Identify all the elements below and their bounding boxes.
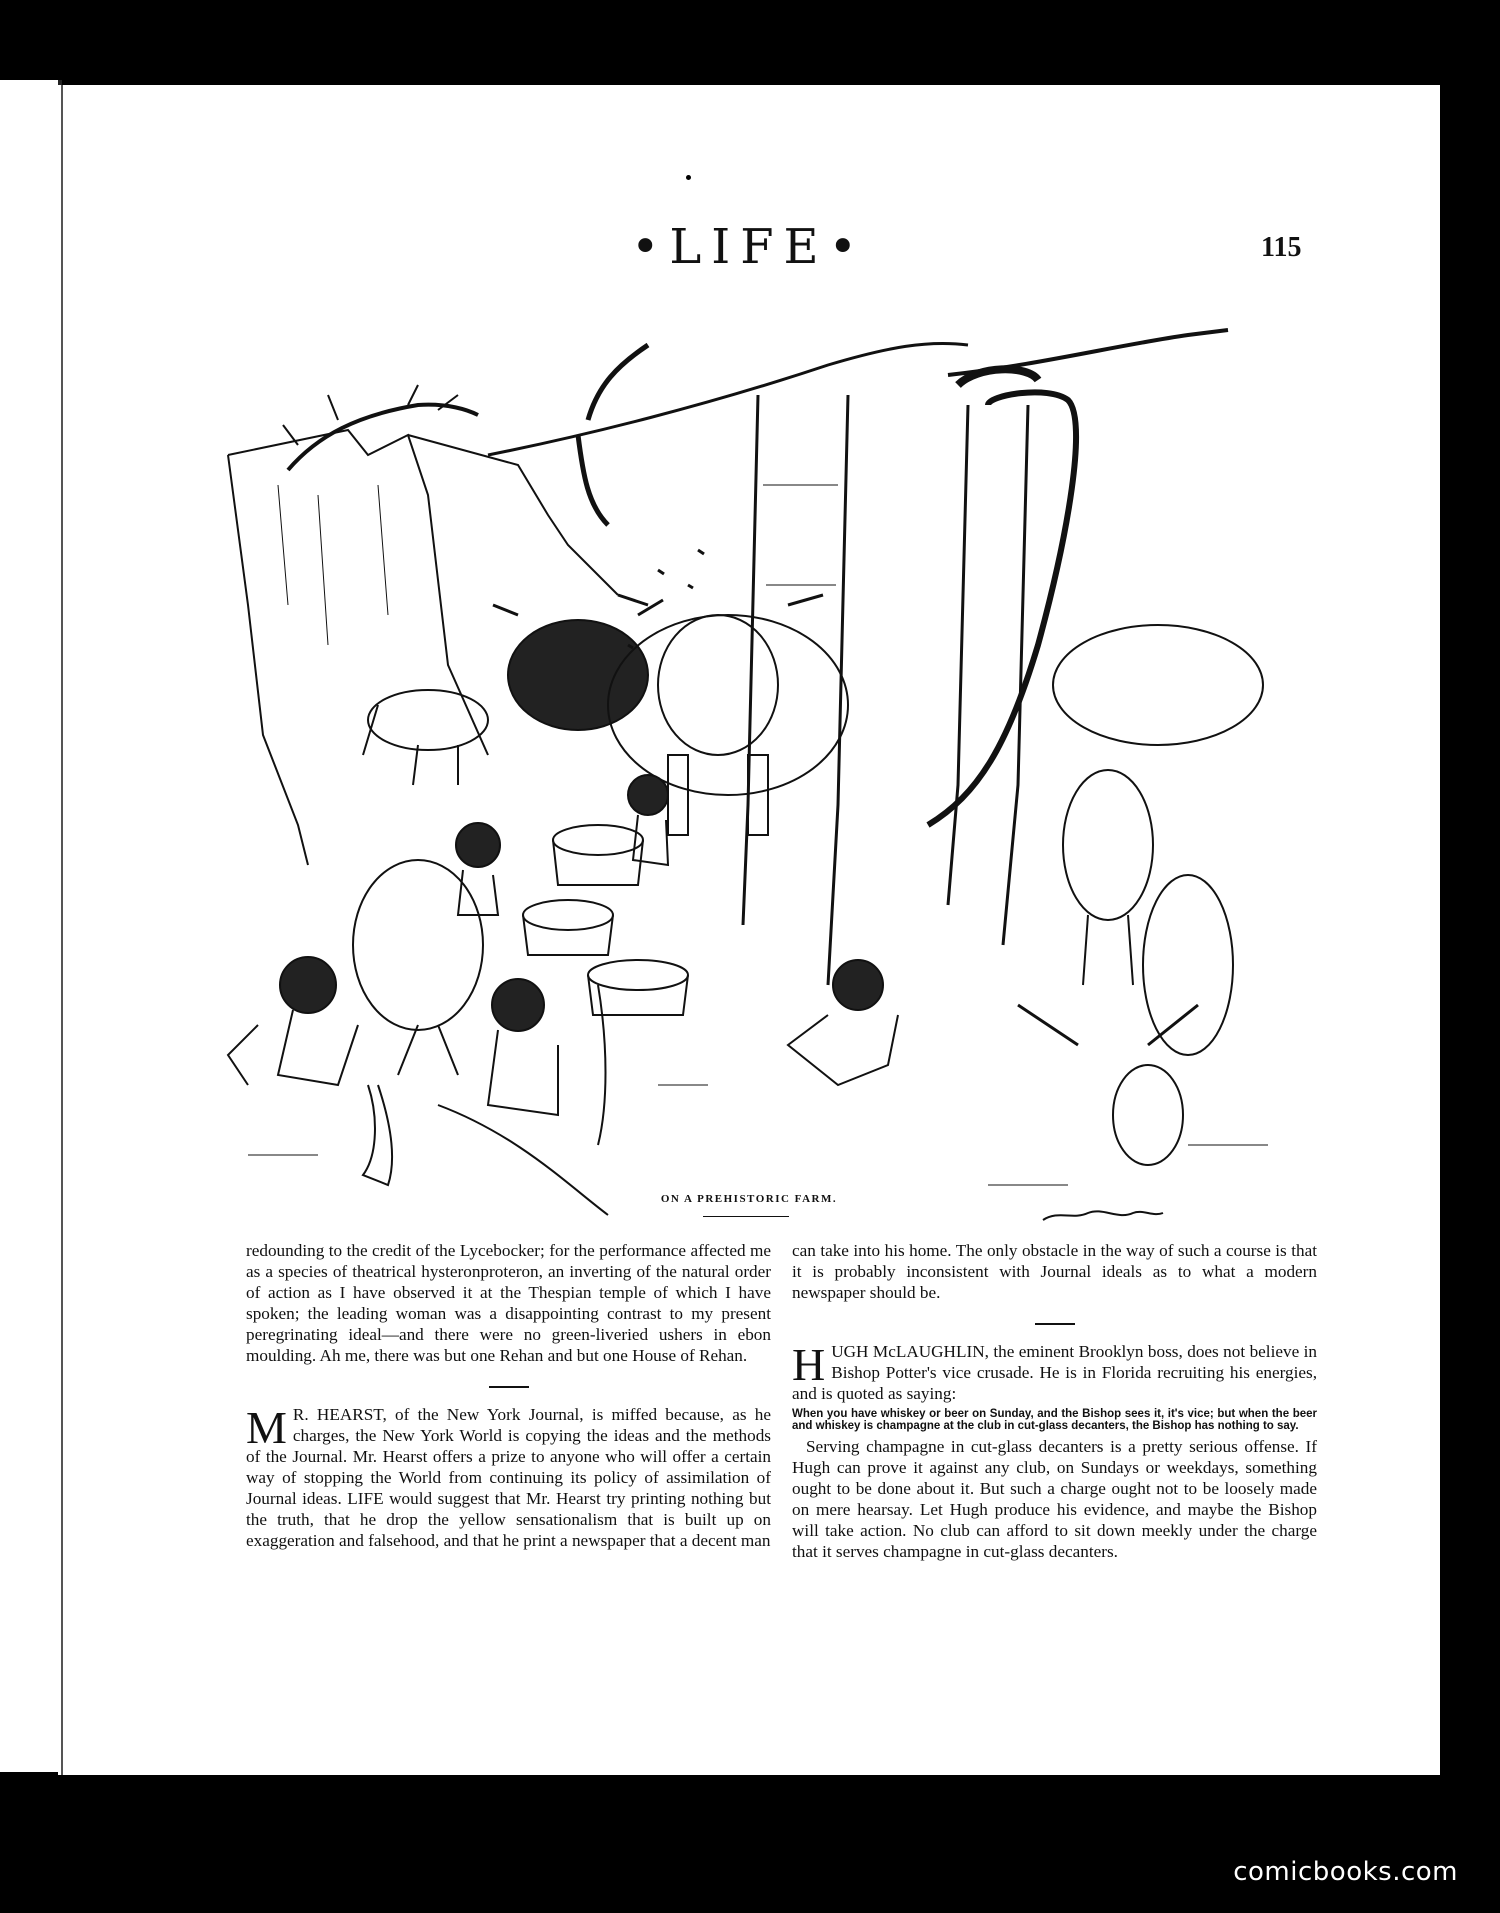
right-para-2-text: UGH McLAUGHLIN, the eminent Brooklyn boss, does not believe in Bishop Potter's vice crusade. He is in Florida recruiting his energies, and is quoted as saying:: [792, 1342, 1317, 1403]
left-column: [246, 1240, 771, 1551]
ornament-dot: [686, 175, 691, 180]
left-para-2-text: R. HEARST, of the New York Journal, is miffed because, as he charges, the New York World is copying the ideas and the methods of the Journal. Mr. Hearst offers a prize to anyone who will offer a certain way of stopping the World from continuing its policy of assimilation of Journal ideas. LIFE would suggest that Mr. Hearst try printing nothing but the truth, that he drop the yellow sensationalism that is built up on exaggeration and falsehood, and that he print a newspaper that a decent man: [246, 1405, 771, 1550]
right-column: [792, 1240, 1317, 1562]
facing-page-edge: [0, 80, 62, 1772]
quotation: When you have whiskey or beer on Sunday, and the Bishop sees it, it's vice; but when the beer and whiskey is champagne at the club in cut-glass decanters, the Bishop has nothing to say.: [792, 1408, 1317, 1432]
page-edge-line: [61, 85, 63, 1775]
masthead: •LIFE•: [631, 219, 867, 275]
left-para-1: redounding to the credit of the Lycebocker; for the performance affected me as a species of theatrical hysteronproteron, an inverting of the natural order of action as I have observed it at the Thespian temple of which I have spoken; the leading woman was a disappointing contrast to my present peregrinating ideal—and there were no green-liveried ushers in ebon moulding. Ah me, there was but one Rehan and but one House of Rehan.: [246, 1241, 771, 1365]
cartoon-illustration: [188, 285, 1328, 1245]
left-para-2: [246, 1404, 771, 1551]
section-rule: [489, 1386, 529, 1388]
section-rule: [1035, 1323, 1075, 1325]
dropcap-m: M: [246, 1402, 287, 1453]
caption-rule: [703, 1216, 789, 1217]
right-para-1: can take into his home. The only obstacle in the way of such a course is that it is probably inconsistent with Journal ideals as to what a modern newspaper should be.: [792, 1241, 1317, 1302]
right-para-2: [792, 1341, 1317, 1404]
page-number: 115: [1261, 232, 1302, 263]
site-watermark: comicbooks.com: [1233, 1857, 1458, 1887]
dropcap-h: H: [792, 1339, 826, 1390]
magazine-page: [58, 85, 1440, 1775]
illustration-caption: ON A PREHISTORIC FARM.: [660, 1193, 838, 1205]
right-para-3: Serving champagne in cut-glass decanters is a pretty serious offense. If Hugh can prove it against any club, on Sundays or weekdays, something ought to be done about it. But such a charge ought not to be loosely made on mere hearsay. Let Hugh produce his evidence, and maybe the Bishop will take action. No club can afford to sit down meekly under the charge that it serves champagne in cut-glass decanters.: [792, 1437, 1317, 1561]
